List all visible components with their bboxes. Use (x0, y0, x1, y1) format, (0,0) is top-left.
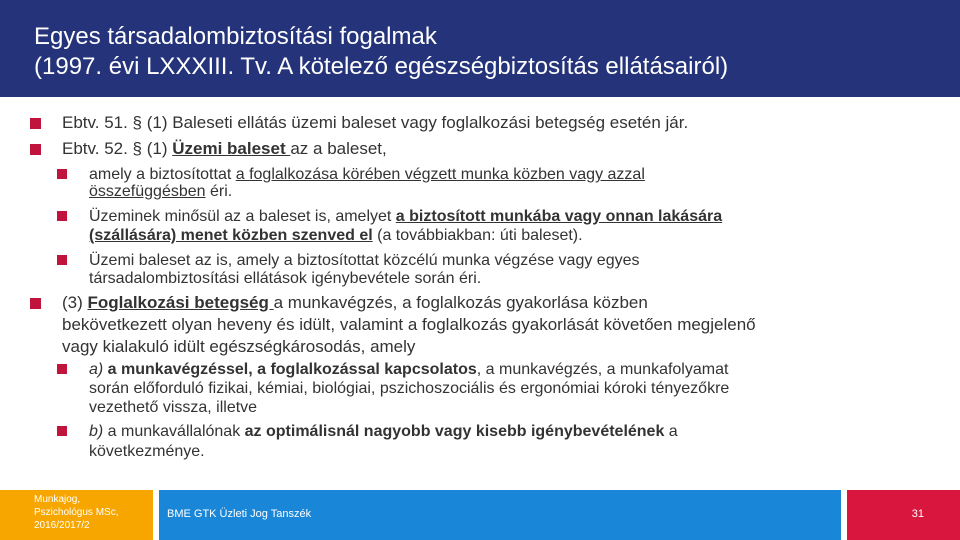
footer-course-line-1: Munkajog, (34, 494, 81, 505)
footer-course-line-3: 2016/2017/2 (34, 520, 90, 531)
term-foglalkozasi-betegseg: Foglalkozási betegség (87, 293, 274, 312)
bullet-text: Ebtv. 51. § (1) Baleseti ellátás üzemi baleset vagy foglalkozási betegség esetén jár. (62, 113, 689, 132)
square-bullet-icon (57, 169, 67, 179)
title-line-2: (1997. évi LXXXIII. Tv. A kötelező egészségbiztosítás ellátásairól) (34, 53, 729, 80)
sub-text-line-2: következménye. (89, 443, 205, 460)
square-bullet-icon (30, 144, 41, 155)
title-line-1: Egyes társadalombiztosítási fogalmak (34, 23, 437, 50)
square-bullet-icon (57, 255, 67, 265)
sub-text-line-1: Üzeminek minősül az a baleset is, amelyet a biztosított munkába vagy onnan lakására (89, 208, 723, 225)
sub-text-line-2: során előforduló fizikai, kémiai, biológiai, pszichoszociális és ergonómiai kóroki tényezőkre (89, 380, 730, 397)
page-number: 31 (911, 508, 924, 520)
bullet-text: Ebtv. 52. § (1) Üzemi baleset az a baleset, (62, 139, 387, 158)
bullet-text-line-2: bekövetkezett olyan heveny és idült, valamint a foglalkozás gyakorlását követően megjelenő (62, 315, 756, 334)
footer-page (847, 490, 960, 540)
square-bullet-icon (57, 364, 67, 374)
term-uzemi-baleset: Üzemi baleset (172, 139, 291, 158)
sub-text-line-1: Üzemi baleset az is, amely a biztosítottat közcélú munka végzése vagy egyes (89, 252, 640, 269)
square-bullet-icon (57, 211, 67, 221)
square-bullet-icon (57, 426, 67, 436)
sub-text-line-1: b) a munkavállalónak az optimálisnál nagyobb vagy kisebb igénybevételének a (89, 423, 678, 440)
sub-text-line-1: amely a biztosítottat a foglalkozása körében végzett munka közben vagy azzal (89, 166, 645, 183)
sub-text-line-2: társadalombiztosítási ellátások igénybevétele során éri. (89, 270, 482, 287)
square-bullet-icon (30, 118, 41, 129)
sub-text-line-2: összefüggésben éri. (89, 183, 233, 200)
footer-department-label: BME GTK Üzleti Jog Tanszék (167, 508, 312, 520)
sub-text-line-1: a) a munkavégzéssel, a foglalkozással kapcsolatos, a munkavégzés, a munkafolyamat (89, 361, 729, 378)
sub-text-line-2: (szállására) menet közben szenved el (a továbbiakban: úti baleset). (89, 227, 583, 244)
bullet-text-line-1: (3) Foglalkozási betegség a munkavégzés, a foglalkozás gyakorlása közben (62, 293, 648, 312)
footer-department (159, 490, 841, 540)
sub-text-line-3: vezethető vissza, illetve (89, 399, 258, 416)
slide-footer (0, 490, 960, 540)
square-bullet-icon (30, 298, 41, 309)
bullet-text-line-3: vagy kialakuló idült egészségkárosodás, amely (62, 337, 416, 356)
footer-course-info (0, 490, 153, 540)
footer-course-line-2: Pszichológus MSc, (34, 507, 119, 518)
